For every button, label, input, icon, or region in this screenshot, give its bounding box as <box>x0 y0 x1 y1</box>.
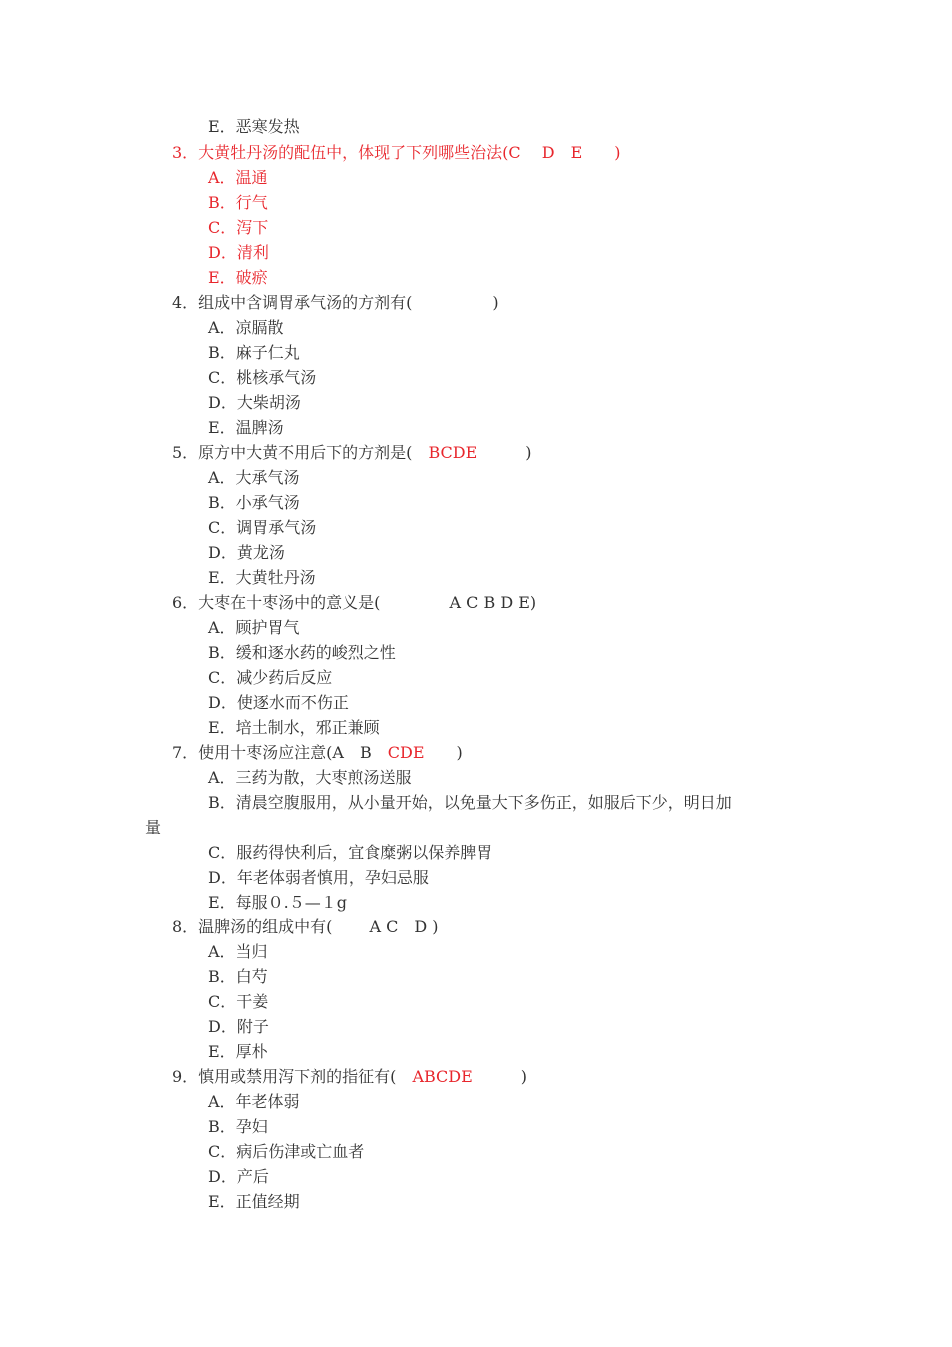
question-6-text: 6．大枣在十枣汤中的意义是( <box>172 593 445 612</box>
question-7-close: ) <box>424 743 463 762</box>
question-6-answer: A C B D E) <box>444 593 537 612</box>
q3-option-c: C．泻下 <box>208 218 269 237</box>
q2-option-e: E．恶寒发热 <box>208 117 300 136</box>
q7-option-a: A．三药为散，大枣煎汤送服 <box>208 768 412 787</box>
q8-option-d: D．附子 <box>208 1017 269 1036</box>
q7-option-b: B．清晨空腹服用，从小量开始，以免量大下多伤正，如服后下少，明日加 <box>208 793 732 812</box>
q6-option-a: A．顾护胃气 <box>208 618 300 637</box>
q8-option-e: E．厚朴 <box>208 1042 268 1061</box>
question-5-close: ) <box>477 443 532 462</box>
q4-option-e: E．温脾汤 <box>208 418 284 437</box>
q3-option-e: E．破瘀 <box>208 268 268 287</box>
q4-option-b: B．麻子仁丸 <box>208 343 300 362</box>
q3-option-a: A．温通 <box>208 168 268 187</box>
q6-option-c: C．减少药后反应 <box>208 668 333 687</box>
question-7-text: 7．使用十枣汤应注意(A B <box>172 743 388 762</box>
q3-option-d: D．清利 <box>208 243 269 262</box>
q5-option-a: A．大承气汤 <box>208 468 300 487</box>
q4-option-c: C．桃核承气汤 <box>208 368 317 387</box>
q6-option-b: B．缓和逐水药的峻烈之性 <box>208 643 396 662</box>
q7-option-b-wrap: 量 <box>145 818 162 837</box>
q4-option-d: D．大柴胡汤 <box>208 393 301 412</box>
q8-option-a: A．当归 <box>208 942 268 961</box>
question-7-answer: CDE <box>387 743 425 762</box>
q7-option-c: C．服药得快利后，宜食糜粥以保养脾胃 <box>208 843 493 862</box>
question-7 <box>172 741 463 765</box>
question-9 <box>172 1065 527 1089</box>
question-3: 3．大黄牡丹汤的配伍中，体现了下列哪些治法(C D E ) <box>172 143 621 162</box>
question-9-answer: ABCDE <box>412 1067 473 1086</box>
question-5-text: 5．原方中大黄不用后下的方剂是( <box>172 443 429 462</box>
q6-option-e: E．培土制水，邪正兼顾 <box>208 718 380 737</box>
question-9-text: 9．慎用或禁用泻下剂的指征有( <box>172 1067 413 1086</box>
q3-option-b: B．行气 <box>208 193 268 212</box>
q5-option-e: E．大黄牡丹汤 <box>208 568 316 587</box>
question-4: 4．组成中含调胃承气汤的方剂有( ) <box>172 293 499 312</box>
q9-option-e: E．正值经期 <box>208 1192 300 1211</box>
q4-option-a: A．凉膈散 <box>208 318 284 337</box>
question-9-close: ) <box>472 1067 528 1086</box>
q9-option-d: D．产后 <box>208 1167 269 1186</box>
q7-option-d: D．年老体弱者慎用，孕妇忌服 <box>208 868 429 887</box>
q9-option-c: C．病后伤津或亡血者 <box>208 1142 365 1161</box>
q8-option-c: C．干姜 <box>208 992 269 1011</box>
q9-option-b: B．孕妇 <box>208 1117 268 1136</box>
question-8: 8．温脾汤的组成中有( A C D ) <box>172 917 439 936</box>
q5-option-d: D．黄龙汤 <box>208 543 285 562</box>
question-5 <box>172 441 532 465</box>
q9-option-a: A．年老体弱 <box>208 1092 300 1111</box>
question-5-answer: BCDE <box>428 443 478 462</box>
q7-option-e: E．每服０.５—１g <box>208 893 348 912</box>
q5-option-b: B．小承气汤 <box>208 493 300 512</box>
q5-option-c: C．调胃承气汤 <box>208 518 317 537</box>
q6-option-d: D．使逐水而不伤正 <box>208 693 349 712</box>
question-6 <box>172 591 536 615</box>
q8-option-b: B．白芍 <box>208 967 268 986</box>
